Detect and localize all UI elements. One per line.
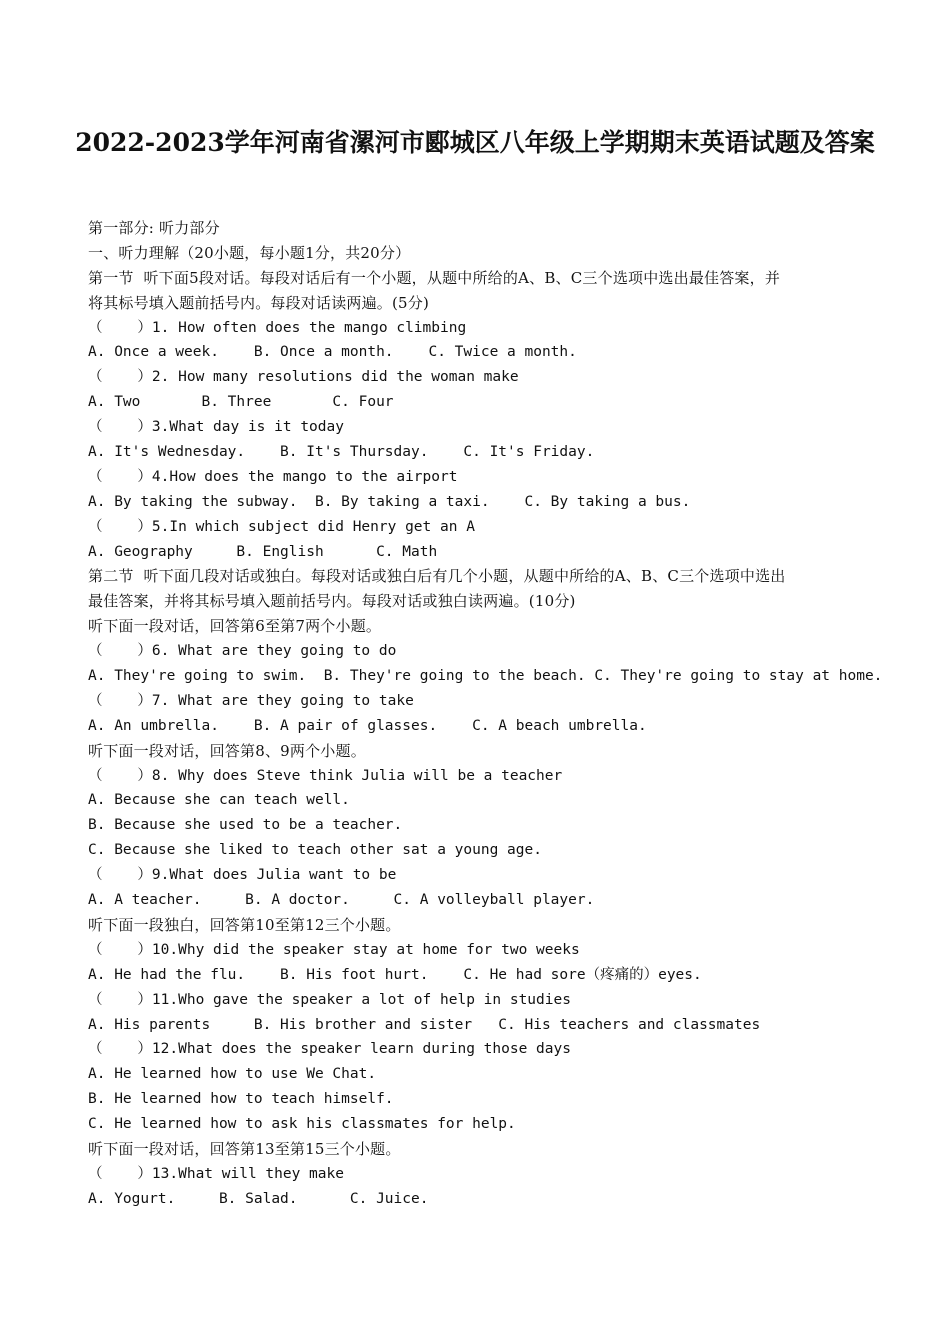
question-line: A. He learned how to use We Chat. bbox=[88, 1066, 377, 1083]
question-line: A. They're going to swim. B. They're going to the beach. C. They're going to stay at home. bbox=[88, 668, 883, 685]
question-line: A. An umbrella. B. A pair of glasses. C. A beach umbrella. bbox=[88, 717, 647, 734]
question-line: （ ）2. How many resolutions did the woman make bbox=[88, 369, 519, 386]
section-text-line: 听下面一段对话，回答第13至第15三个小题。 bbox=[88, 1139, 401, 1158]
question-line: （ ）11.Who gave the speaker a lot of help in studies bbox=[88, 991, 571, 1008]
question-line: （ ）1. How often does the mango climbing bbox=[88, 319, 467, 336]
question-line: A. Because she can teach well. bbox=[88, 792, 350, 809]
question-line: C. Because she liked to teach other sat a young age. bbox=[88, 842, 542, 859]
question-line: A. A teacher. B. A doctor. C. A volleyball player. bbox=[88, 892, 595, 909]
question-line: A. By taking the subway. B. By taking a taxi. C. By taking a bus. bbox=[88, 493, 691, 510]
question-line: （ ）6. What are they going to do bbox=[88, 643, 397, 660]
question-line: （ ）10.Why did the speaker stay at home for two weeks bbox=[88, 941, 580, 958]
question-line: A. It's Wednesday. B. It's Thursday. C. It's Friday. bbox=[88, 444, 595, 461]
document-title: 2022-2023学年河南省漯河市郾城区八年级上学期期末英语试题及答案 bbox=[75, 128, 875, 157]
section-text-line: 听下面一段对话，回答第6至第7两个小题。 bbox=[88, 617, 382, 636]
question-line: （ ）8. Why does Steve think Julia will be a teacher bbox=[88, 767, 563, 784]
question-line: C. He learned how to ask his classmates for help. bbox=[88, 1116, 516, 1133]
question-line: B. Because she used to be a teacher. bbox=[88, 817, 403, 834]
section-text-line: 最佳答案，并将其标号填入题前括号内。每段对话或独白读两遍。(10分) bbox=[88, 592, 576, 611]
question-line: （ ）7. What are they going to take bbox=[88, 692, 414, 709]
section-text-line: 第一部分: 听力部分 bbox=[88, 219, 220, 237]
question-line: A. Yogurt. B. Salad. C. Juice. bbox=[88, 1190, 429, 1207]
question-line: （ ）9.What does Julia want to be bbox=[88, 867, 397, 884]
question-line: （ ）12.What does the speaker learn during those days bbox=[88, 1041, 571, 1058]
section-text-line: 第一节 听下面5段对话。每段对话后有一个小题，从题中所给的A、B、C三个选项中选出最佳答案，并 bbox=[88, 268, 781, 287]
question-line: B. He learned how to teach himself. bbox=[88, 1091, 394, 1108]
document-body bbox=[88, 216, 883, 1212]
question-line: （ ）5.In which subject did Henry get an A bbox=[88, 518, 475, 535]
question-line: A. Geography B. English C. Math bbox=[88, 543, 438, 560]
question-line: A. Two B. Three C. Four bbox=[88, 394, 394, 411]
question-line: A. Once a week. B. Once a month. C. Twice a month. bbox=[88, 344, 577, 361]
section-text-line: 将其标号填入题前括号内。每段对话读两遍。(5分) bbox=[88, 293, 430, 312]
section-text-line: 听下面一段对话，回答第8、9两个小题。 bbox=[88, 741, 366, 760]
question-line: A. He had the flu. B. His foot hurt. C. He had sore（疼痛的）eyes. bbox=[88, 966, 702, 983]
section-text-line: 听下面一段独白，回答第10至第12三个小题。 bbox=[88, 915, 401, 934]
section-text-line: 第二节 听下面几段对话或独白。每段对话或独白后有几个小题，从题中所给的A、B、C三个选项中选出 bbox=[88, 567, 786, 586]
question-line: （ ）4.How does the mango to the airport bbox=[88, 468, 458, 485]
section-text-line: 一、听力理解（20小题，每小题1分，共20分） bbox=[88, 243, 411, 262]
question-line: A. His parents B. His brother and sister C. His teachers and classmates bbox=[88, 1016, 761, 1033]
question-line: （ ）3.What day is it today bbox=[88, 419, 344, 436]
question-line: （ ）13.What will they make bbox=[88, 1165, 344, 1182]
